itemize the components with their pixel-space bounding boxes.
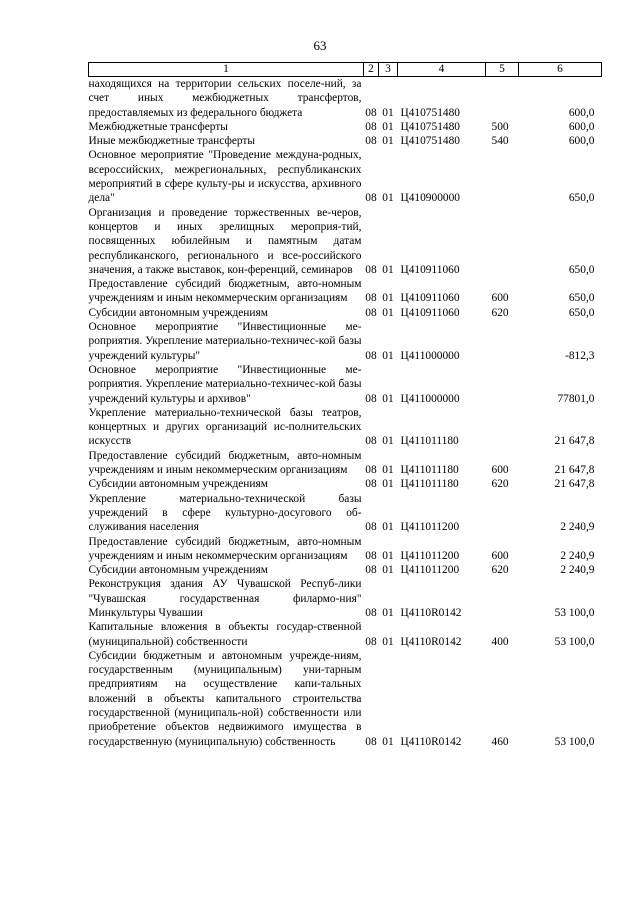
row-description: Организация и проведение торжественных ве-черов, концертов и иных зрелищных мероприя-тий, посвященных юбилейным и памятным датам республиканского, регионального и все-российского значения, а также выставок, кон-ференций, семинаров: [88, 206, 362, 276]
row-subsection: 01: [382, 478, 394, 491]
row-section: 08: [365, 564, 377, 577]
row-subsection: 01: [382, 192, 394, 205]
row-amount: 650,0: [568, 306, 595, 319]
row-description: Предоставление субсидий бюджетным, авто-номным учреждениям и иным некоммерческим организациям: [88, 535, 362, 562]
row-expense-type: [486, 577, 519, 620]
table-row: [89, 134, 602, 148]
row-description: Основное мероприятие "Инвестиционные ме-роприятия. Укрепление материально-техничес-кой базы учреждений культуры": [88, 321, 362, 362]
row-description: Основное мероприятие "Проведение междуна-родных, всероссийских, межрегиональных, республиканских мероприятий в сфере культу-ры и искусства, архивного дела": [88, 149, 362, 205]
row-description: Предоставление субсидий бюджетным, авто-номным учреждениям и иным некоммерческим организациям: [88, 449, 362, 477]
table-row: [89, 148, 602, 205]
row-description: Межбюджетные трансферты: [88, 120, 228, 133]
row-expense-type: [486, 363, 519, 406]
row-expense-type: 620: [491, 306, 509, 319]
row-amount: 600,0: [568, 106, 595, 119]
row-expense-type: [486, 77, 519, 120]
row-target-code: Ц410751480: [400, 106, 460, 119]
row-target-code: Ц411011180: [400, 478, 459, 491]
row-amount: 650,0: [568, 192, 595, 205]
row-section: 08: [365, 464, 377, 477]
table-row: [89, 120, 602, 134]
row-expense-type: 460: [491, 735, 509, 748]
row-section: 08: [365, 635, 377, 648]
header-col-3: 3: [379, 63, 398, 77]
row-description: Капитальные вложения в объекты государ-ственной (муниципальной) собственности: [88, 621, 362, 648]
row-description: Реконструкция здания АУ Чувашской Респуб-лики "Чувашская государственная филармо-ния" Минкультуры Чувашии: [88, 578, 362, 619]
table-row: [89, 206, 602, 277]
row-section: 08: [365, 549, 377, 562]
page-number: 63: [313, 38, 327, 53]
row-target-code: Ц411011180: [400, 464, 459, 477]
row-subsection: 01: [382, 120, 394, 133]
row-expense-type: 500: [491, 120, 509, 133]
row-section: 08: [365, 478, 377, 491]
table-row: [89, 306, 602, 320]
row-section: 08: [365, 392, 377, 405]
row-amount: 650,0: [568, 263, 595, 276]
row-subsection: 01: [382, 106, 394, 119]
row-expense-type: 600: [491, 464, 509, 477]
row-target-code: Ц410911060: [400, 292, 460, 305]
row-amount: 21 647,8: [554, 435, 595, 448]
row-target-code: Ц410911060: [400, 263, 460, 276]
row-expense-type: [486, 320, 519, 363]
header-col-5: 5: [486, 63, 519, 77]
row-section: 08: [365, 349, 377, 362]
row-subsection: 01: [382, 564, 394, 577]
table-row: [89, 477, 602, 491]
table-row: [89, 77, 602, 120]
table-row: [89, 406, 602, 449]
row-subsection: 01: [382, 549, 394, 562]
row-expense-type: [486, 492, 519, 535]
header-col-2: 2: [364, 63, 379, 77]
table-row: [89, 449, 602, 478]
table-row: [89, 649, 602, 749]
table-row: [89, 535, 602, 564]
row-amount: 53 100,0: [554, 735, 595, 748]
row-expense-type: 600: [491, 549, 509, 562]
row-amount: 77801,0: [557, 392, 595, 405]
header-col-6: 6: [519, 63, 602, 77]
row-section: 08: [365, 435, 377, 448]
row-description: Иные межбюджетные трансферты: [88, 135, 256, 148]
row-section: 08: [365, 521, 377, 534]
row-subsection: 01: [382, 392, 394, 405]
row-target-code: Ц410751480: [400, 135, 460, 148]
row-amount: -812,3: [565, 349, 595, 362]
row-description: Укрепление материально-технической базы театров, концертных и других организаций ис-полнительских искусств: [88, 406, 362, 448]
row-section: 08: [365, 292, 377, 305]
row-target-code: Ц411011200: [400, 549, 460, 562]
row-section: 08: [365, 606, 377, 619]
row-description: Субсидии автономным учреждениям: [88, 564, 268, 577]
row-section: 08: [365, 263, 377, 276]
row-amount: 600,0: [568, 135, 595, 148]
row-description: Основное мероприятие "Инвестиционные ме-роприятия. Укрепление материально-техничес-кой базы учреждений культуры и архивов": [88, 363, 362, 405]
row-expense-type: 400: [491, 635, 509, 648]
row-expense-type: [486, 406, 519, 449]
table-row: [89, 363, 602, 406]
row-target-code: Ц410751480: [400, 120, 460, 133]
row-target-code: Ц411011200: [400, 564, 460, 577]
table-row: [89, 492, 602, 535]
row-section: 08: [365, 106, 377, 119]
row-target-code: Ц411011180: [400, 435, 459, 448]
row-subsection: 01: [382, 263, 394, 276]
row-subsection: 01: [382, 435, 394, 448]
row-description: Субсидии бюджетным и автономным учрежде-ниям, государственным (муниципальным) уни-тарным предприятиям на осуществление капи-тальных вложений в объекты капитального строительства государственной (муниципаль-ной) собственности или приобретение объектов недвижимого имущества в государственную (муниципальную) собственность: [88, 649, 362, 748]
row-subsection: 01: [382, 135, 394, 148]
table-header-row: [89, 63, 602, 77]
table-row: [89, 563, 602, 577]
row-target-code: Ц411000000: [400, 392, 460, 405]
row-target-code: Ц4110R0142: [400, 606, 462, 619]
row-subsection: 01: [382, 292, 394, 305]
row-amount: 53 100,0: [554, 606, 595, 619]
row-amount: 21 647,8: [554, 478, 595, 491]
row-subsection: 01: [382, 521, 394, 534]
table-row: [89, 320, 602, 363]
row-target-code: Ц410900000: [400, 192, 460, 205]
row-amount: 2 240,9: [560, 549, 595, 562]
row-expense-type: 600: [491, 292, 509, 305]
row-section: 08: [365, 192, 377, 205]
row-amount: 2 240,9: [560, 564, 595, 577]
row-amount: 53 100,0: [554, 635, 595, 648]
row-description: Предоставление субсидий бюджетным, авто-номным учреждениям и иным некоммерческим организациям: [88, 278, 362, 305]
row-subsection: 01: [382, 349, 394, 362]
row-target-code: Ц4110R0142: [400, 735, 462, 748]
row-section: 08: [365, 735, 377, 748]
header-col-4: 4: [398, 63, 486, 77]
row-expense-type: 620: [491, 478, 509, 491]
table-row: [89, 620, 602, 649]
row-amount: 650,0: [568, 292, 595, 305]
table-row: [89, 277, 602, 306]
row-target-code: Ц411011200: [400, 521, 460, 534]
header-col-1: 1: [89, 63, 364, 77]
row-subsection: 01: [382, 606, 394, 619]
row-target-code: Ц411000000: [400, 349, 460, 362]
row-description: Укрепление материально-технической базы учреждений в сфере культурно-досугового об-служивания населения: [88, 492, 362, 534]
budget-table: [88, 62, 602, 749]
row-amount: 21 647,8: [554, 464, 595, 477]
row-section: 08: [365, 135, 377, 148]
row-target-code: Ц4110R0142: [400, 635, 462, 648]
row-description: находящихся на территории сельских поселе-ний, за счет иных межбюджетных трансфертов, предоставляемых из федерального бюджета: [88, 78, 362, 119]
row-amount: 600,0: [568, 120, 595, 133]
row-subsection: 01: [382, 635, 394, 648]
row-section: 08: [365, 120, 377, 133]
row-expense-type: [486, 148, 519, 205]
row-expense-type: 540: [491, 135, 509, 148]
row-section: 08: [365, 306, 377, 319]
row-expense-type: [486, 206, 519, 277]
row-subsection: 01: [382, 464, 394, 477]
row-description: Субсидии автономным учреждениям: [88, 306, 268, 319]
table-row: [89, 577, 602, 620]
row-subsection: 01: [382, 735, 394, 748]
row-amount: 2 240,9: [560, 521, 595, 534]
row-subsection: 01: [382, 306, 394, 319]
row-expense-type: 620: [491, 564, 509, 577]
row-target-code: Ц410911060: [400, 306, 460, 319]
row-description: Субсидии автономным учреждениям: [88, 478, 268, 491]
